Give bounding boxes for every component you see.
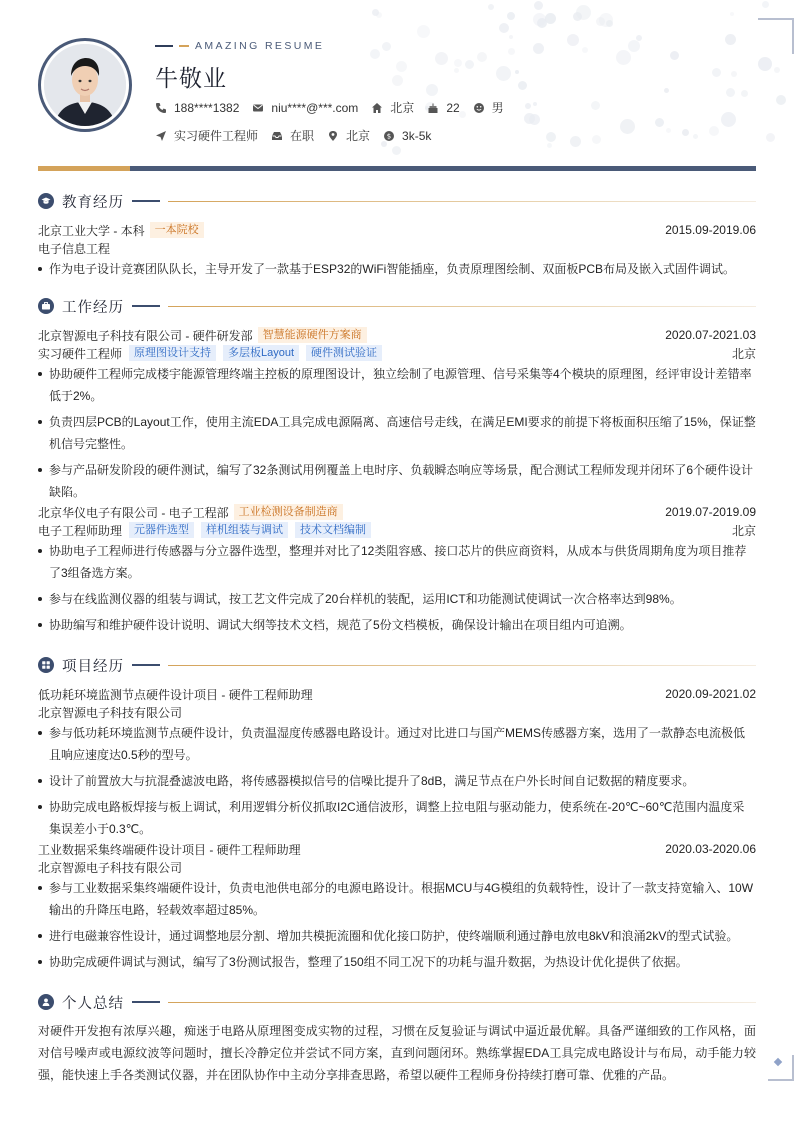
cake-icon xyxy=(427,102,439,114)
section-header xyxy=(38,191,756,211)
section-header xyxy=(38,655,756,675)
list-item: 协助完成电路板焊接与板上调试，利用逻辑分析仪抓取I2C通信波形，调整上拉电阻与驱动能力，使系统在-20℃~60℃范围内温度采集误差小于0.3℃。 xyxy=(38,796,756,840)
decorative-dot xyxy=(392,75,403,86)
decorative-dot xyxy=(417,25,430,38)
decorative-dot xyxy=(682,129,689,136)
skill-tag: 硬件测试验证 xyxy=(306,345,382,361)
decorative-dot xyxy=(570,136,581,147)
school-name: 北京工业大学 - 本科 xyxy=(38,223,145,238)
section-title: 项目经历 xyxy=(62,658,124,675)
phone-text: 188****1382 xyxy=(174,100,240,115)
job-intent-row xyxy=(155,127,444,144)
company-name: 北京华仪电子有限公司 - 电子工程部 xyxy=(38,505,229,520)
decorative-dot xyxy=(776,95,786,105)
email-item xyxy=(252,101,358,115)
gender-text: 男 xyxy=(491,101,504,115)
age-text: 22 xyxy=(446,100,460,115)
age-item xyxy=(427,101,459,115)
dollar-icon xyxy=(383,130,395,142)
phone-icon xyxy=(155,102,167,114)
section-line-fade xyxy=(168,306,756,307)
skill-tag: 元器件选型 xyxy=(129,522,194,538)
job-role-row xyxy=(38,521,756,539)
section-line-fade xyxy=(168,1002,756,1003)
projects-section xyxy=(38,655,756,977)
decorative-dot xyxy=(567,34,579,46)
decorative-dot xyxy=(382,42,391,51)
salary-item xyxy=(383,129,431,143)
decorative-dot xyxy=(545,13,556,24)
decorative-dot xyxy=(725,34,736,45)
project-org: 北京智源电子科技有限公司 xyxy=(38,705,183,720)
project-org-row xyxy=(38,703,756,721)
decorative-dot xyxy=(426,84,438,96)
decorative-dot xyxy=(370,49,380,59)
decorative-dot xyxy=(712,68,721,77)
job-bullets xyxy=(38,363,756,503)
project-period: 2020.09-2021.02 xyxy=(665,687,756,701)
education-section xyxy=(38,191,756,284)
header-divider xyxy=(38,166,756,171)
education-bullets xyxy=(38,258,756,280)
project-header-row xyxy=(38,685,756,703)
project-header-row xyxy=(38,840,756,858)
list-item: 参与低功耗环境监测节点硬件设计，负责温湿度传感器电路设计。通过对比进口与国产MEMS传感器方案，选用了一款静态电流极低且响应速度达0.5秒的型号。 xyxy=(38,722,756,766)
decorative-dot xyxy=(533,43,544,54)
contact-info-row xyxy=(155,99,517,116)
decorative-dot xyxy=(507,12,515,20)
school-badge: 一本院校 xyxy=(150,222,204,238)
decorative-dot xyxy=(533,13,546,26)
decorative-dot xyxy=(606,20,613,27)
decorative-dot xyxy=(693,134,698,139)
decorative-dot xyxy=(664,88,669,93)
job-city: 北京 xyxy=(731,346,756,361)
list-item: 协助编写和维护硬件设计说明、调试大纲等技术文档，规范了5份文档模板，确保设计输出在项目组内可追溯。 xyxy=(38,614,756,636)
decorative-dot xyxy=(592,135,601,144)
home-city-text: 北京 xyxy=(390,101,415,115)
decorative-dot xyxy=(537,18,547,28)
project-name: 低功耗环境监测节点硬件设计项目 - 硬件工程师助理 xyxy=(38,687,313,702)
decorative-dot xyxy=(628,40,640,52)
tagline-text: AMAZING RESUME xyxy=(195,40,325,52)
decorative-dot xyxy=(670,51,679,60)
section-line xyxy=(132,664,160,666)
project-bullets xyxy=(38,877,756,973)
target-role-text: 实习硬件工程师 xyxy=(174,129,259,143)
job-role: 电子工程师助理 xyxy=(38,523,123,538)
skill-tag: 技术文档编制 xyxy=(295,522,371,538)
skill-tag: 原理图设计支持 xyxy=(129,345,216,361)
person-portrait-icon xyxy=(44,44,126,126)
decorative-dot xyxy=(596,17,605,26)
decorative-dot xyxy=(655,118,664,127)
section-header xyxy=(38,992,756,1012)
decorative-dot xyxy=(741,90,748,97)
decorative-dot xyxy=(599,13,613,27)
decorative-dot xyxy=(726,88,735,97)
decorative-dot xyxy=(616,50,631,65)
status-item xyxy=(271,127,314,144)
list-item: 参与在线监测仪器的组装与调试，按工艺文件完成了20台样机的装配，运用ICT和功能测试使调试一次合格率达到98%。 xyxy=(38,588,756,610)
decorative-dot xyxy=(533,102,537,106)
decorative-dot xyxy=(721,112,736,127)
briefcase-icon xyxy=(38,298,54,314)
job-role: 实习硬件工程师 xyxy=(38,346,123,361)
decorative-dot xyxy=(372,9,379,16)
phone-item xyxy=(155,101,239,115)
list-item: 协助完成硬件调试与测试，编写了3份测试报告，整理了150组不同工况下的功耗与温升数据，为热设计优化提供了依据。 xyxy=(38,951,756,973)
salary-text: 3k-5k xyxy=(402,128,432,143)
section-title: 教育经历 xyxy=(62,194,124,211)
section-header xyxy=(38,296,756,316)
project-period: 2020.03-2020.06 xyxy=(665,842,756,856)
list-item: 协助电子工程师进行传感器与分立器件选型，整理并对比了12类阻容感、接口芯片的供应商资料，从成本与供货周期角度为项目推荐了3组备选方案。 xyxy=(38,540,756,584)
job-period: 2019.07-2019.09 xyxy=(665,505,756,519)
major-row xyxy=(38,239,756,257)
decorative-dot xyxy=(731,71,737,77)
list-item: 作为电子设计竞赛团队队长，主导开发了一款基于ESP32的WiFi智能插座，负责原理图绘制、双面板PCB布局及嵌入式固件调试。 xyxy=(38,258,756,280)
target-role-item xyxy=(155,127,258,144)
header-divider-accent xyxy=(38,166,130,171)
section-title: 工作经历 xyxy=(62,299,124,316)
list-item: 参与产品研发阶段的硬件测试，编写了32条测试用例覆盖上电时序、负载瞬态响应等场景，配合测试工程师发现并闭环了6个硬件设计缺陷。 xyxy=(38,459,756,503)
tagline-bar xyxy=(155,45,173,47)
section-line-fade xyxy=(168,201,756,202)
project-org: 北京智源电子科技有限公司 xyxy=(38,860,183,875)
inbox-icon xyxy=(271,130,283,142)
svg-text:$: $ xyxy=(386,132,392,141)
work-section xyxy=(38,296,756,640)
job-role-row xyxy=(38,344,756,362)
decorative-dot xyxy=(454,59,462,67)
list-item: 参与工业数据采集终端硬件设计，负责电池供电部分的电源电路设计。根据MCU与4G模组的负载特性，设计了一款支持宽输入、10W输出的升降压电路，轻载效率超过85%。 xyxy=(38,877,756,921)
job-period: 2020.07-2021.03 xyxy=(665,328,756,342)
job-header-row xyxy=(38,326,756,344)
education-row xyxy=(38,221,756,239)
decorative-dot xyxy=(524,113,535,124)
decorative-dot xyxy=(582,47,588,53)
decorative-dot xyxy=(774,67,780,73)
decorative-dot xyxy=(666,128,671,133)
skill-tag: 多层板Layout xyxy=(223,345,299,361)
list-item: 负责四层PCB的Layout工作，使用主流EDA工具完成电源隔离、高速信号走线，在满足EMI要求的前提下将板面积压缩了15%，保证整机信号完整性。 xyxy=(38,411,756,455)
decorative-dot xyxy=(392,146,401,155)
target-city-item xyxy=(327,127,370,144)
tagline-bar-accent xyxy=(179,45,189,47)
job-bullets xyxy=(38,540,756,636)
location-icon xyxy=(327,130,339,142)
avatar xyxy=(38,38,132,132)
decorative-dot xyxy=(396,61,407,72)
section-line xyxy=(132,305,160,307)
decorative-dot xyxy=(709,126,719,136)
home-icon xyxy=(371,102,383,114)
decorative-dot xyxy=(591,101,600,110)
job-city: 北京 xyxy=(731,523,756,538)
decorative-dot xyxy=(547,143,552,148)
decorative-dot xyxy=(758,57,772,71)
send-icon xyxy=(155,130,167,142)
mail-icon xyxy=(252,102,264,114)
summary-text: 对硬件开发抱有浓厚兴趣，痴迷于电路从原理图变成实物的过程，习惯在反复验证与调试中逼近最优解。具备严谨细致的工作风格，面对信号噪声或电源纹波等问题时，擅长冷静定位并尝试不同方案，直到问题闭环。熟练掌握EDA工具完成电路设计与布局，动手能力较强，能快速上手各类测试仪器，并在团队协作中主动分享排查思路，希望以硬件工程师身份持续打磨可靠、优雅的产品。 xyxy=(38,1024,756,1082)
decorative-dot xyxy=(509,35,513,39)
decorative-dot xyxy=(465,60,474,69)
status-text: 在职 xyxy=(290,129,315,143)
decorative-dot xyxy=(576,5,591,20)
decorative-dot xyxy=(762,1,769,8)
decorative-dot xyxy=(730,12,734,16)
decorative-dot xyxy=(766,133,775,142)
decorative-dot xyxy=(508,48,515,55)
home-city-item xyxy=(371,99,414,116)
graduation-cap-icon xyxy=(38,193,54,209)
section-line xyxy=(132,200,160,202)
decorative-dot xyxy=(636,35,642,41)
summary-section xyxy=(38,992,756,1086)
section-line xyxy=(132,1001,160,1003)
decorative-dot xyxy=(376,12,382,18)
list-item: 协助硬件工程师完成楼宇能源管理终端主控板的原理图设计，独立绘制了电源管理、信号采集等4个模块的原理图，经评审设计差错率低于2%。 xyxy=(38,363,756,407)
decorative-dot xyxy=(534,1,543,10)
decorative-dot xyxy=(435,52,448,65)
decorative-dot xyxy=(477,52,487,62)
candidate-name: 牛敬业 xyxy=(155,65,227,91)
decorative-dot xyxy=(525,103,531,109)
major: 电子信息工程 xyxy=(38,241,111,256)
target-city-text: 北京 xyxy=(346,129,371,143)
decorative-dot xyxy=(573,12,582,21)
project-name: 工业数据采集终端硬件设计项目 - 硬件工程师助理 xyxy=(38,842,301,857)
job-header-row xyxy=(38,503,756,521)
decorative-dot xyxy=(518,81,527,90)
decorative-dot xyxy=(620,119,635,134)
decorative-dot xyxy=(529,114,540,125)
decorative-dot xyxy=(488,4,494,10)
user-icon xyxy=(38,994,54,1010)
project-bullets xyxy=(38,722,756,840)
email-text: niu****@***.com xyxy=(271,100,359,115)
tagline xyxy=(155,40,324,52)
decorative-dot xyxy=(546,132,556,142)
decorative-dot xyxy=(454,68,459,73)
decorative-dot xyxy=(499,23,509,33)
decorative-dot xyxy=(496,66,511,81)
corner-decoration-top xyxy=(758,18,794,54)
education-period: 2015.09-2019.06 xyxy=(665,223,756,237)
gender-item xyxy=(473,99,504,116)
list-item: 设计了前置放大与抗混叠滤波电路，将传感器模拟信号的信噪比提升了8dB，满足节点在户外长时间自记数据的精度要求。 xyxy=(38,770,756,792)
list-item: 进行电磁兼容性设计，通过调整地层分割、增加共模扼流圈和优化接口防护，使终端顺利通过静电放电8kV和浪涌2kV的型式试验。 xyxy=(38,925,756,947)
company-name: 北京智源电子科技有限公司 - 硬件研发部 xyxy=(38,328,253,343)
avatar-photo xyxy=(44,44,126,126)
project-org-row xyxy=(38,858,756,876)
section-line-fade xyxy=(168,665,756,666)
grid-icon xyxy=(38,657,54,673)
company-badge: 智慧能源硬件方案商 xyxy=(258,327,367,343)
section-title: 个人总结 xyxy=(62,995,124,1012)
decorative-dot xyxy=(515,70,519,74)
skill-tag: 样机组装与调试 xyxy=(201,522,288,538)
corner-decoration-bottom xyxy=(768,1055,794,1081)
smile-icon xyxy=(473,102,485,114)
company-badge: 工业检测设备制造商 xyxy=(234,504,343,520)
